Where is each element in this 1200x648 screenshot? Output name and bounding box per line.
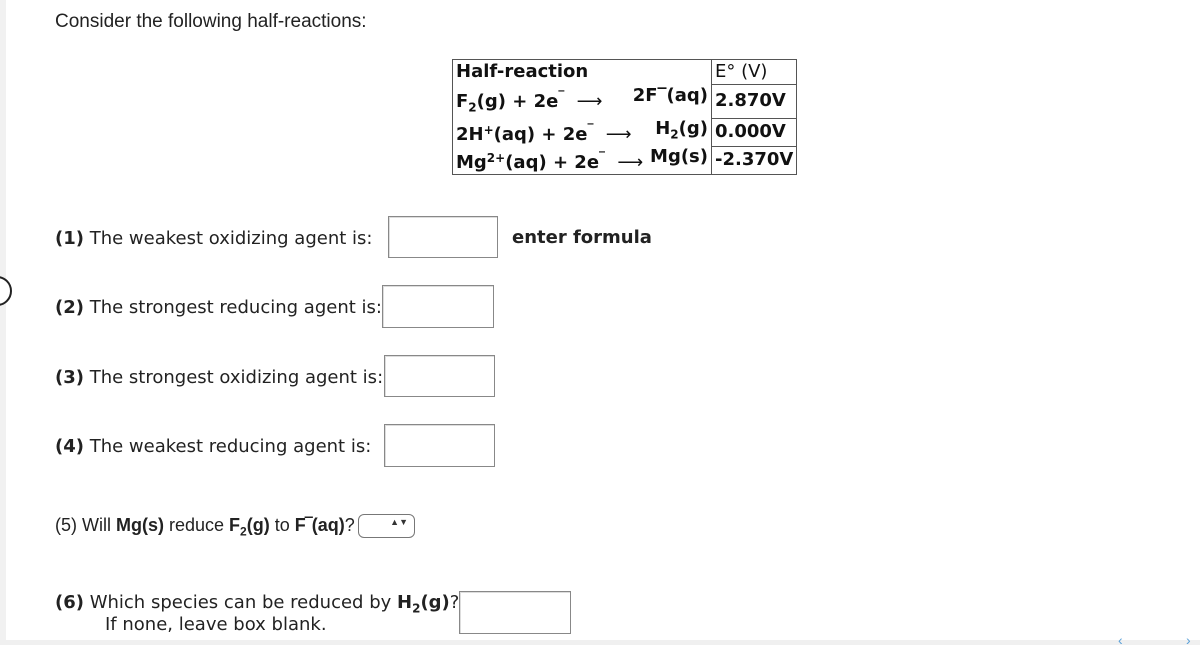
enter-formula-hint: enter formula (512, 227, 652, 248)
reaction-cell: $Mg^{2+}(aq) + 2e^‾$ ⟶ Mg(s) (453, 146, 712, 175)
intro-text: Consider the following half-reactions: (55, 11, 367, 32)
potential-cell: -2.370V (712, 146, 797, 175)
chevron-left-icon[interactable]: ‹ (1118, 632, 1123, 648)
select-arrows-icon: ▲▼ (390, 517, 408, 527)
reaction-cell: $F_2(g) + 2e^‾$ ⟶ 2F‾(aq) (453, 85, 712, 119)
bottom-scroll-strip (0, 640, 1200, 645)
potential-cell: 2.870V (712, 85, 797, 119)
question-5-select[interactable] (358, 514, 415, 538)
chevron-right-icon[interactable]: › (1186, 632, 1191, 648)
side-handle-icon[interactable] (0, 276, 12, 306)
table-row (453, 85, 797, 119)
question-2-label: (2) The strongest reducing agent is: (55, 297, 382, 318)
header-half-reaction: Half-reaction (453, 60, 712, 85)
table-row (453, 146, 797, 175)
reaction-cell: 2H+(aq) + 2e‾ ⟶ $H_2(g)$ (453, 118, 712, 146)
potential-cell: 0.000V (712, 118, 797, 146)
question-3-label: (3) The strongest oxidizing agent is: (55, 367, 384, 388)
arrow-icon: ⟶ (576, 90, 603, 112)
question-4-label: (4) The weakest reducing agent is: (55, 436, 372, 457)
half-reactions-table (452, 59, 797, 175)
arrow-icon: ⟶ (605, 124, 632, 146)
question-1-answer-input[interactable] (388, 216, 498, 258)
question-4-answer-input[interactable] (384, 424, 495, 467)
table-row (453, 118, 797, 146)
question-6-label: (6) Which species can be reduced by $H_2(g)$? (55, 592, 460, 616)
question-2-answer-input[interactable] (382, 285, 494, 328)
question-5-label: (5) Will Mg(s) reduce $F_2(g)$ to F‾(aq)? (55, 515, 355, 539)
page-left-edge (0, 0, 6, 645)
question-3-answer-input[interactable] (384, 355, 495, 397)
question-6-note: If none, leave box blank. (105, 614, 327, 635)
table-header-row (453, 60, 797, 85)
arrow-icon: ⟶ (617, 152, 644, 174)
question-6-answer-input[interactable] (459, 591, 571, 634)
header-potential: E° (V) (712, 60, 797, 85)
question-1-label: (1) The weakest oxidizing agent is: (55, 228, 373, 249)
